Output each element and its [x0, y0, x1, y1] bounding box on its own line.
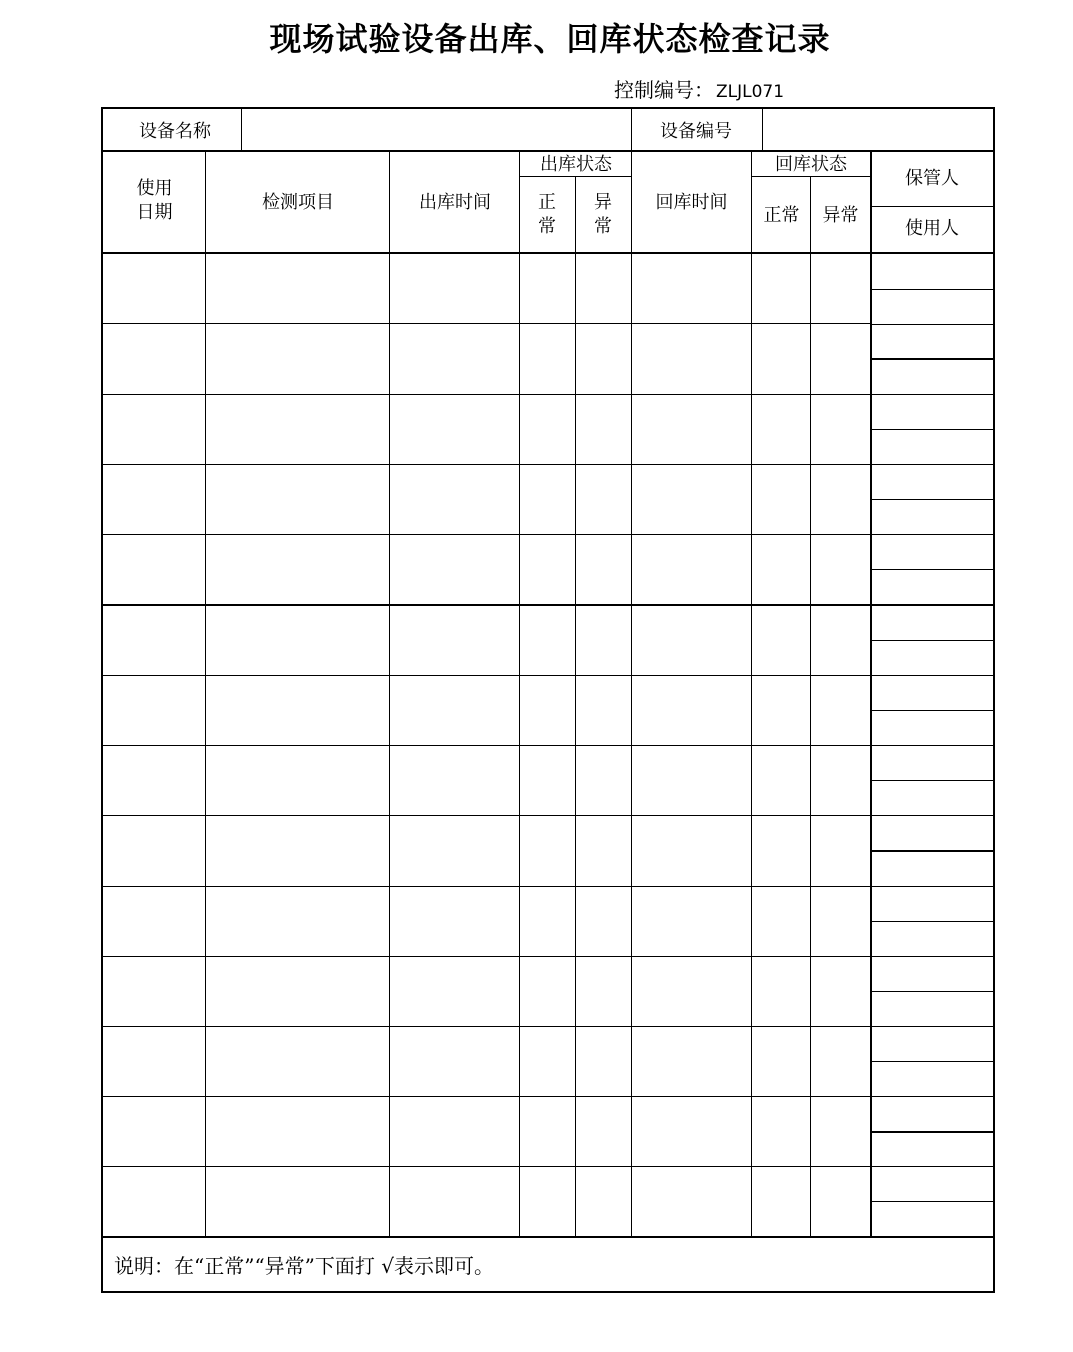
signature-divider: [871, 429, 993, 430]
divider: [762, 108, 763, 151]
col-return-status: 回库状态: [775, 154, 847, 175]
signature-divider: [871, 710, 993, 711]
col-user: 使用人: [905, 218, 959, 239]
footnote: 说明：在“正常”“异常”下面打 √表示即可。: [114, 1254, 494, 1278]
table-row-divider: [102, 323, 871, 324]
column-divider: [575, 253, 576, 1237]
signature-divider: [871, 569, 993, 570]
divider: [102, 150, 994, 152]
divider: [631, 108, 632, 151]
signature-divider: [871, 1201, 993, 1202]
table-row-divider: [102, 675, 871, 676]
table-row-divider: [102, 464, 871, 465]
signature-divider: [871, 956, 993, 957]
control-number: [614, 74, 784, 103]
divider: [102, 252, 994, 254]
column-divider: [519, 151, 520, 1237]
table-row-divider: [102, 815, 871, 816]
table-row-divider: [102, 604, 994, 606]
col-use-date-line1: 使用: [136, 178, 173, 199]
col-use-date-line2: 日期: [136, 202, 173, 223]
col-custodian: 保管人: [905, 168, 959, 189]
col-use-date: [104, 177, 205, 225]
col-checkout-abnormal: 异常: [594, 192, 612, 237]
column-divider: [205, 151, 206, 1237]
signature-divider: [871, 640, 993, 641]
divider: [575, 176, 576, 254]
equipment-name-label: 设备名称: [139, 121, 211, 142]
col-return-time: 回库时间: [655, 192, 728, 213]
control-number-label: 控制编号：: [614, 78, 714, 102]
signature-divider: [871, 1026, 993, 1027]
signature-divider: [871, 358, 993, 360]
column-divider: [810, 253, 811, 1237]
column-divider: [631, 151, 632, 1237]
col-checkout-time: 出库时间: [419, 192, 491, 213]
page-title: 现场试验设备出库、回库状态检查记录: [269, 20, 831, 58]
table-row-divider: [102, 745, 871, 746]
signature-divider: [871, 1096, 993, 1097]
signature-divider: [871, 921, 993, 922]
divider: [871, 206, 993, 207]
signature-divider: [871, 1131, 993, 1133]
divider: [241, 108, 242, 151]
table-row-divider: [102, 1236, 994, 1238]
column-divider: [870, 151, 872, 1237]
column-divider: [389, 151, 390, 1237]
signature-divider: [871, 886, 993, 887]
table-row-divider: [102, 534, 871, 535]
signature-divider: [871, 850, 993, 852]
signature-divider: [871, 394, 993, 395]
signature-divider: [871, 499, 993, 500]
signature-divider: [871, 534, 993, 535]
col-checkout-normal: 正常: [538, 192, 556, 237]
table-row-divider: [102, 886, 871, 887]
col-return-abnormal: 异常: [822, 205, 859, 226]
table-row-divider: [102, 1096, 871, 1097]
record-table: [101, 107, 995, 1293]
signature-divider: [871, 1061, 993, 1062]
col-inspection-item: 检测项目: [262, 192, 334, 213]
signature-divider: [871, 991, 993, 992]
signature-divider: [871, 1166, 993, 1167]
signature-divider: [871, 289, 993, 290]
equipment-number-label: 设备编号: [660, 121, 732, 142]
signature-divider: [871, 815, 993, 816]
control-number-code: ZLJL071: [716, 82, 785, 102]
table-row-divider: [102, 956, 871, 957]
signature-divider: [871, 745, 993, 746]
table-row-divider: [102, 394, 871, 395]
col-return-normal: 正常: [763, 205, 800, 226]
col-checkout-status: 出库状态: [540, 154, 612, 175]
column-divider: [751, 151, 752, 1237]
signature-divider: [871, 675, 993, 676]
signature-divider: [871, 464, 993, 465]
table-row-divider: [102, 1026, 871, 1027]
signature-divider: [871, 324, 993, 325]
signature-divider: [871, 780, 993, 781]
table-row-divider: [102, 1166, 871, 1167]
